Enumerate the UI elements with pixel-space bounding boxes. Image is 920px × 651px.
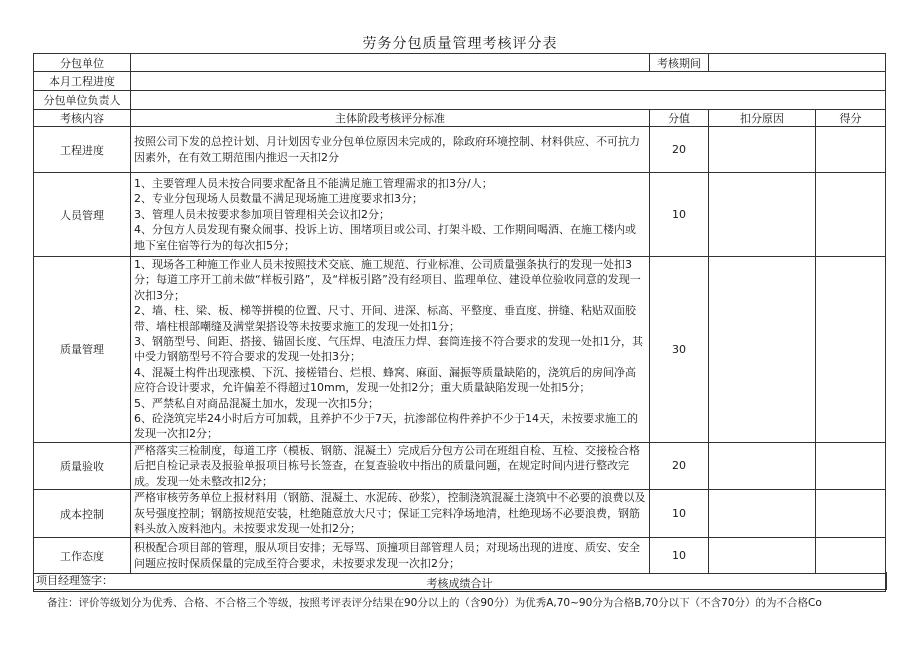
- item-name: 工作态度: [34, 538, 131, 574]
- item-criteria: [131, 127, 650, 173]
- score-cell[interactable]: [816, 490, 886, 538]
- criteria-line: 3、管理人员未按要求参加项目管理相关会议扣2分；: [134, 207, 390, 221]
- period-label: 考核期间: [650, 54, 709, 72]
- item-points: 10: [650, 538, 709, 574]
- table-row: [34, 538, 886, 574]
- column-header-row: [34, 110, 886, 127]
- item-name: 工程进度: [34, 127, 131, 173]
- criteria-line: 4、分包方人员发现有聚众闹事、投诉上访、围堵项目或公司、打架斗殴、工作期间喝酒、在施工楼内或地下室住宿等行为的每次扣5分；: [134, 223, 636, 252]
- deduction-reason-cell[interactable]: [709, 127, 816, 173]
- footnote: 备注：评价等级划分为优秀、合格、不合格三个等级，按照考评表评分结果在90分以上的（含90分）为优秀A,70~90分为合格B,70分以下（不含70分）的为不合格Co: [47, 597, 822, 609]
- criteria-line: 严格审核劳务单位上报材料用（钢筋、混凝土、水泥砖、砂浆），控制浇筑混凝土浇筑中不必要的浪费以及灰号强度控制；钢筋按规范安装，杜绝随意放大尺寸；保证工完料净场地清，杜绝现场不必要浪费，钢筋料头放入废料池内。未按要求发现一处扣2分；: [134, 491, 646, 536]
- deduction-reason-cell[interactable]: [709, 538, 816, 574]
- header-row-subcontractor: [34, 54, 886, 72]
- col-criteria-header: 主体阶段考核评分标准: [131, 110, 650, 127]
- item-points: 10: [650, 173, 709, 257]
- item-name: 人员管理: [34, 173, 131, 257]
- header-row-progress: [34, 72, 886, 91]
- leader-label: 分包单位负责人: [34, 91, 131, 110]
- deduction-reason-cell[interactable]: [709, 490, 816, 538]
- item-criteria: [131, 490, 650, 538]
- col-content-header: 考核内容: [34, 110, 131, 127]
- criteria-line: 积极配合项目部的管理，服从项目安排；无辱骂、顶撞项目部管理人员；对现场出现的进度、质安、安全问题应按时保质保量的完成至符合要求，未按要求发现一次扣2分；: [134, 541, 640, 570]
- criteria-line: 严格落实三检制度，每道工序（模板、钢筋、混凝土）完成后分包方公司在班组自检、互检、交接检合格后把自检记录表及报验单报项目栋号长签查，在复查验收中指出的质量问题，在规定时间内进行整改完成。发现一处未整改扣2分；: [134, 443, 640, 488]
- period-value[interactable]: [709, 54, 886, 72]
- score-cell[interactable]: [816, 442, 886, 489]
- table-row: [34, 173, 886, 257]
- total-label: 考核成绩合计: [34, 574, 886, 592]
- criteria-line: 6、砼浇筑完毕24小时后方可加载，且养护不少于7天，抗渗部位构件养护不少于14天，未按要求施工的发现一次扣2分；: [134, 412, 638, 441]
- item-name: 质量验收: [34, 442, 131, 489]
- item-points: 20: [650, 442, 709, 489]
- criteria-line: 1、主要管理人员未按合同要求配备且不能满足施工管理需求的扣3分/人；: [134, 176, 493, 190]
- criteria-line: 2、专业分包现场人员数量不满足现场施工进度要求扣3分；: [134, 192, 423, 206]
- signature-row: [33, 572, 887, 590]
- criteria-line: 4、混凝土构件出现涨模、下沉、接槎错台、烂根、蜂窝、麻面、漏振等质量缺陷的，浇筑后的房间净高应符合设计要求，允许偏差不得超过10mm，发现一处扣2分；重大质量缺陷发现一处扣5分；: [134, 365, 636, 395]
- table-row: [34, 442, 886, 489]
- col-points-header: 分值: [650, 110, 709, 127]
- leader-value[interactable]: [131, 91, 886, 110]
- header-row-leader: [34, 91, 886, 110]
- item-criteria: [131, 257, 650, 443]
- table-row: [34, 490, 886, 538]
- criteria-line: 1、现场各工种施工作业人员未按照技术交底、施工规范、行业标准、公司质量强条执行的发现一处扣3分；每道工序开工前未做“样板引路”，及“样板引路”没有经项目、监理单位、建设单位验收同意的发现一次扣3分；: [134, 258, 641, 302]
- item-points: 20: [650, 127, 709, 173]
- deduction-reason-cell[interactable]: [709, 442, 816, 489]
- score-cell[interactable]: [816, 127, 886, 173]
- item-name: 质量管理: [34, 257, 131, 443]
- item-criteria: [131, 538, 650, 574]
- criteria-line: 2、墙、柱、梁、板、梯等拼模的位置、尺寸、开间、进深、标高、平整度、垂直度、拼缝、粘贴双面胶带、墙柱根部嘲缝及满堂架搭设等未按要求施工的发现一处扣1分；: [134, 304, 636, 333]
- col-reason-header: 扣分原因: [709, 110, 816, 127]
- score-cell[interactable]: [816, 538, 886, 574]
- criteria-line: 按照公司下发的总控计划、月计划因专业分包单位原因未完成的，除政府环境控制、材料供应、不可抗力因素外，在有效工期范围内推迟一天扣2分: [134, 135, 640, 164]
- criteria-line: 5、严禁私自对商品混凝土加水，发现一次扣5分；: [134, 396, 379, 410]
- deduction-reason-cell[interactable]: [709, 173, 816, 257]
- item-name: 成本控制: [34, 490, 131, 538]
- progress-label: 本月工程进度: [34, 72, 131, 91]
- score-cell[interactable]: [816, 173, 886, 257]
- col-score-header: 得分: [816, 110, 886, 127]
- signature-label: 项目经理签字：: [36, 574, 113, 587]
- progress-value[interactable]: [131, 72, 886, 91]
- item-points: 10: [650, 490, 709, 538]
- subcontractor-label: 分包单位: [34, 54, 131, 72]
- table-row: [34, 127, 886, 173]
- item-criteria: [131, 173, 650, 257]
- form-title: 劳务分包质量管理考核评分表: [362, 36, 558, 52]
- deduction-reason-cell[interactable]: [709, 257, 816, 443]
- item-points: 30: [650, 257, 709, 443]
- criteria-line: 3、钢筋型号、间距、搭接、锚固长度、气压焊、电渣压力焊、套筒连接不符合要求的发现一处扣1分，其中受力钢筋型号不符合要求的发现一处扣3分；: [134, 335, 643, 364]
- assessment-table: [33, 53, 886, 592]
- item-criteria: [131, 442, 650, 489]
- subcontractor-value[interactable]: [131, 54, 650, 72]
- score-cell[interactable]: [816, 257, 886, 443]
- table-row: [34, 257, 886, 443]
